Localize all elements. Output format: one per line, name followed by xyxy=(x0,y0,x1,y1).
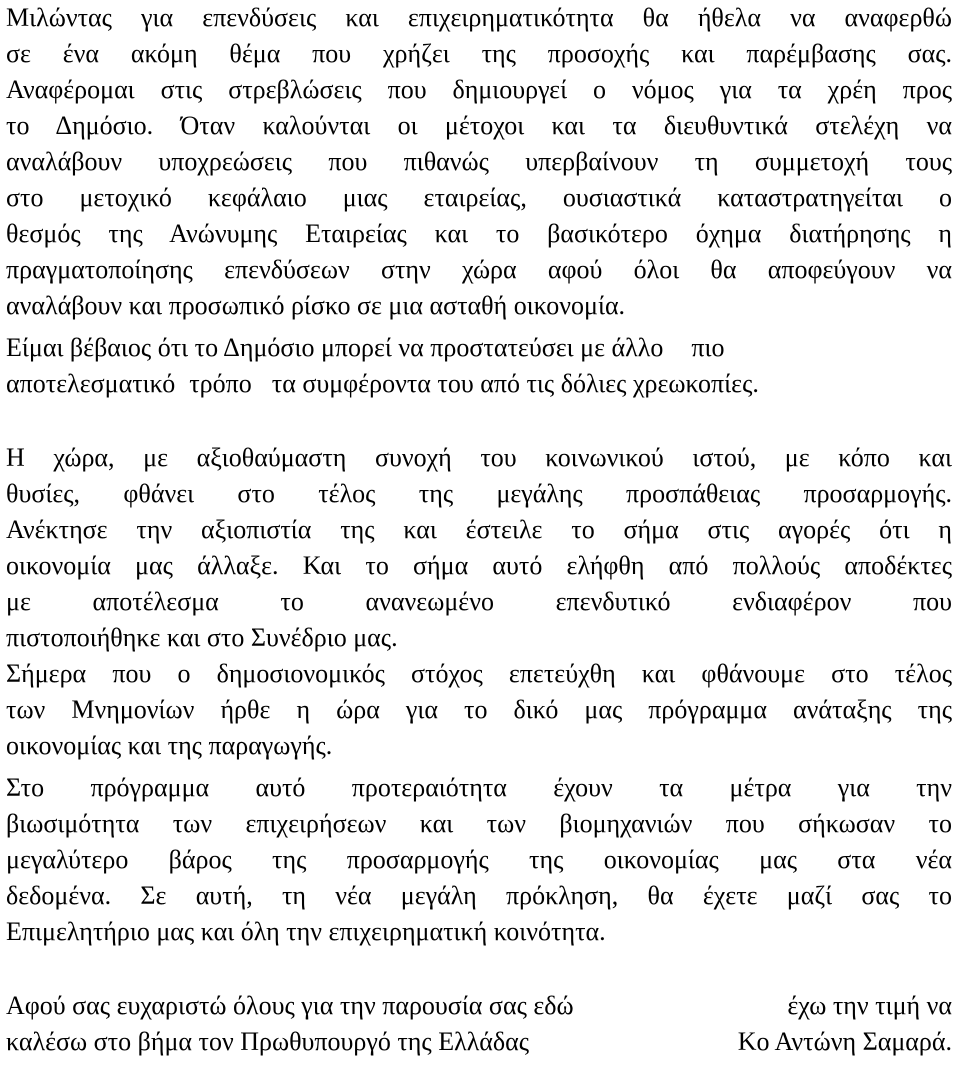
text-line: Η χώρα, με αξιοθαύμαστη συνοχή του κοινωνικού ιστού, με κόπο και xyxy=(6,443,952,472)
text-line: στο μετοχικό κεφάλαιο μιας εταιρείας, ουσιαστικά καταστρατηγείται ο xyxy=(6,183,952,212)
text-segment: Κο Αντώνη Σαμαρά. xyxy=(737,1027,952,1056)
text-segment: τρόπο xyxy=(189,369,252,398)
text-line: το Δημόσιο. Όταν καλούνται οι μέτοχοι και τα διευθυντικά στελέχη να xyxy=(6,111,952,140)
text-line: με αποτέλεσμα το ανανεωμένο επενδυτικό ενδιαφέρον που xyxy=(6,587,952,616)
text-line xyxy=(6,366,952,402)
text-line: Μιλώντας για επενδύσεις και επιχειρηματικότητα θα ήθελα να αναφερθώ xyxy=(6,3,952,32)
text-segment: τα συμφέροντα του από τις δόλιες χρεωκοπίες. xyxy=(271,369,759,398)
text-line: Αναφέρομαι στις στρεβλώσεις που δημιουργεί ο νόμος για τα χρέη προς xyxy=(6,75,952,104)
text-line: βιωσιμότητα των επιχειρήσεων και των βιομηχανιών που σήκωσαν το xyxy=(6,809,952,838)
text-line xyxy=(6,988,952,1024)
text-line: Επιμελητήριο μας και όλη την επιχειρηματική κοινότητα. xyxy=(6,917,606,946)
text-line: Σήμερα που ο δημοσιονομικός στόχος επετεύχθη και φθάνουμε στο τέλος xyxy=(6,659,952,688)
text-line xyxy=(6,330,952,366)
text-line: σε ένα ακόμη θέμα που χρήζει της προσοχής και παρέμβασης σας. xyxy=(6,39,952,68)
text-line: αναλάβουν και προσωπικό ρίσκο σε μια ασταθή οικονομία. xyxy=(6,291,626,320)
text-segment: Είμαι βέβαιος ότι το Δημόσιο μπορεί να προστατεύσει με άλλο xyxy=(6,333,664,362)
text-line: δεδομένα. Σε αυτή, τη νέα μεγάλη πρόκληση, θα έχετε μαζί σας το xyxy=(6,881,952,910)
text-segment: καλέσω στο βήμα τον Πρωθυπουργό της Ελλάδας xyxy=(6,1027,530,1056)
text-segment: αποτελεσματικό xyxy=(6,369,176,398)
text-line: αναλάβουν υποχρεώσεις που πιθανώς υπερβαίνουν τη συμμετοχή τους xyxy=(6,147,952,176)
text-line: θεσμός της Ανώνυμης Εταιρείας και το βασικότερο όχημα διατήρησης η xyxy=(6,219,952,248)
text-line: θυσίες, φθάνει στο τέλος της μεγάλης προσπάθειας προσαρμογής. xyxy=(6,479,952,508)
text-line: των Μνημονίων ήρθε η ώρα για το δικό μας πρόγραμμα ανάταξης της xyxy=(6,695,952,724)
text-segment: πιο xyxy=(691,333,725,362)
text-line: μεγαλύτερο βάρος της προσαρμογής της οικονομίας μας στα νέα xyxy=(6,845,952,874)
text-line xyxy=(6,1024,952,1060)
text-line: Ανέκτησε την αξιοπιστία της και έστειλε το σήμα στις αγορές ότι η xyxy=(6,515,952,544)
text-line: πιστοποιήθηκε και στο Συνέδριο μας. xyxy=(6,623,398,652)
text-segment: Αφού σας ευχαριστώ όλους για την παρουσία σας εδώ xyxy=(6,991,574,1020)
text-segment: έχω την τιμή να xyxy=(787,991,952,1020)
text-line: Στο πρόγραμμα αυτό προτεραιότητα έχουν τα μέτρα για την xyxy=(6,773,952,802)
text-line: οικονομία μας άλλαξε. Και το σήμα αυτό ελήφθη από πολλούς αποδέκτες xyxy=(6,551,952,580)
text-line: οικονομίας και της παραγωγής. xyxy=(6,731,333,760)
text-line: πραγματοποίησης επενδύσεων στην χώρα αφού όλοι θα αποφεύγουν να xyxy=(6,255,952,284)
